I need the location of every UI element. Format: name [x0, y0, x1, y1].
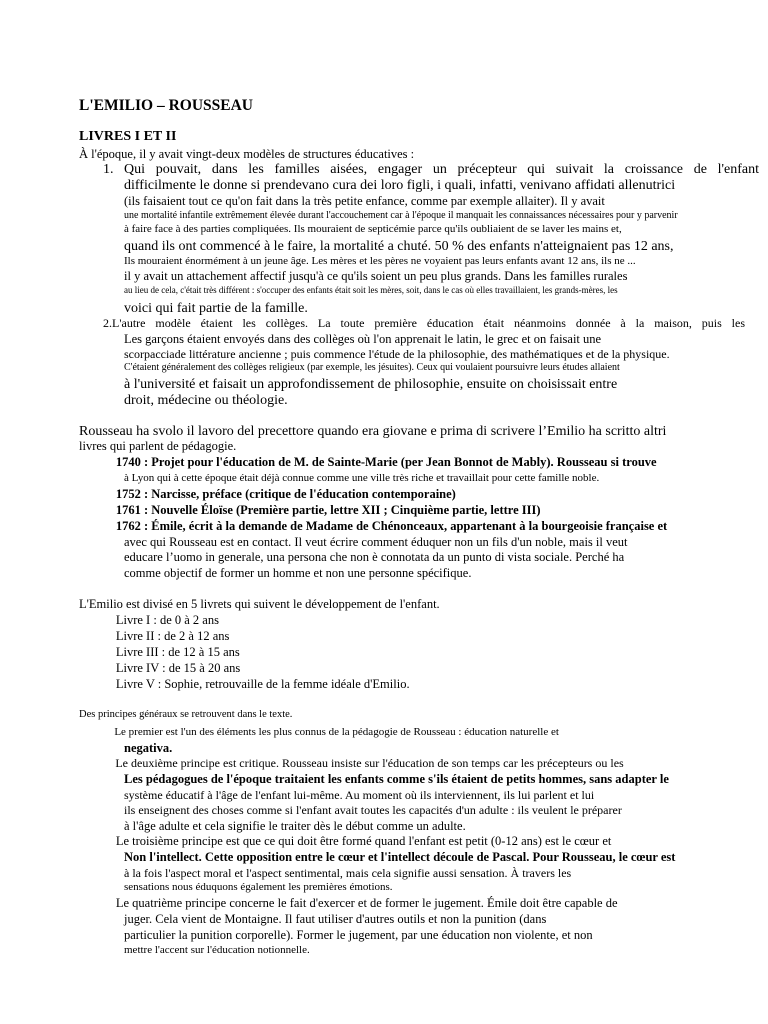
document-title: L'EMILIO – ROUSSEAU	[79, 97, 253, 114]
item-2-line: droit, médecine ou théologie.	[124, 393, 288, 408]
principle-text: Le deuxième principe est critique. Rousseau insiste sur l'éducation de son temps car les précepteurs ou les	[103, 756, 612, 770]
section-heading: LIVRES I ET II	[79, 129, 177, 144]
work-1762-continuation: educare l’uomo in generale, una persona che non è connotata da un punto di vista sociale. Perché ha	[124, 550, 625, 564]
bullet-icon	[103, 519, 113, 533]
item-2-line: à l'université et faisait un approfondissement de philosophie, ensuite on choisissait entre	[124, 377, 618, 392]
bullet-icon	[103, 503, 113, 517]
rousseau-paragraph-line: Rousseau ha svolo il lavoro del precettore quando era giovane e prima di scrivere l’Emilio ha scritto altri	[79, 424, 667, 439]
work-1761	[103, 504, 541, 517]
principle-2-continuation: ils enseignent des choses comme si l'enfant avait toutes les capacités d'un adulte : ils veulent le préparer	[124, 803, 622, 817]
principle-2-continuation: Les pédagogues de l'époque traitaient les enfants comme s'ils étaient de petits hommes, sans adapter le	[124, 772, 669, 786]
principle-2-continuation: à l'âge adulte et cela signifie le traiter dès le début comme un adulte.	[124, 819, 466, 833]
bullet-icon	[103, 756, 112, 770]
bullet-icon	[103, 487, 113, 501]
livret-text: Livre I : de 0 à 2 ans	[103, 613, 207, 627]
bullet-icon	[103, 677, 113, 691]
item-2-line: C'étaient généralement des collèges religieux (par exemple, les jésuites). Ceux qui voulaient poursuivre leurs études allaient	[124, 362, 620, 373]
livret-item	[103, 646, 240, 659]
item-2-line: 2.L'autre modèle étaient les collèges. La toute première éducation était néanmoins donnée à la maison, puis les	[103, 316, 745, 330]
livret-item	[103, 614, 219, 627]
item-1-line: il y avait un attachement affectif jusqu'à ce qu'ils soient un peu plus grands. Dans les familles rurales	[124, 269, 628, 283]
rousseau-paragraph-line: livres qui parlent de pédagogie.	[79, 439, 237, 453]
livret-item	[103, 678, 410, 691]
principle-3-continuation: sensations nous éduquons également les premières émotions.	[124, 881, 393, 893]
item-1-line: à faire face à des parties compliquées. Ils mouraient de septicémie parce qu'ils oubliaient de se laver les mains et,	[124, 223, 622, 235]
principle-text: Le troisième principe est que ce qui doit être formé quand l'enfant est petit (0-12 ans) est le cœur et	[103, 834, 599, 848]
work-1762-text: 1762 : Émile, écrit à la demande de Madame de Chénonceaux, appartenant à la bourgeoisie française et	[103, 519, 655, 533]
principle-4	[103, 897, 618, 910]
principle-3-continuation: à la fois l'aspect moral et l'aspect sentimental, mais cela signifie aussi sensation. À travers les	[124, 866, 572, 880]
item-1-line: difficilmente le donne si prendevano cura dei loro figli, i quali, infatti, venivano affidati allenutrici	[124, 178, 676, 193]
bullet-icon	[103, 455, 113, 469]
principle-3	[103, 835, 611, 848]
livret-text: Livre II : de 2 à 12 ans	[103, 629, 217, 643]
bullet-icon	[103, 726, 112, 738]
work-1762-continuation: comme objectif de former un homme et non une personne spécifique.	[124, 566, 472, 580]
livret-item	[103, 662, 240, 675]
item-1-line: une mortalité infantile extrêmement élevée durant l'accouchement car à l'époque il manquait les connaissances nécessaires pour y parvenir	[124, 210, 678, 221]
item-1-line: (ils faisaient tout ce qu'on fait dans la très petite enfance, comme par exemple allaiter). Il y avait	[124, 194, 605, 208]
intro-text: À l'époque, il y avait vingt-deux modèles de structures éducatives :	[79, 147, 415, 161]
principle-4-continuation: juger. Cela vient de Montaigne. Il faut utiliser d'autres outils et non la punition (dans	[124, 912, 547, 926]
livret-item	[103, 630, 229, 643]
item-1-line: Ils mouraient énormément à un jeune âge. Les mères et les pères ne voyaient pas leurs enfants avant 12 ans, ils ne ...	[124, 255, 636, 267]
livret-text: Livre IV : de 15 à 20 ans	[103, 661, 228, 675]
principle-4-continuation: mettre l'accent sur l'éducation notionnelle.	[124, 944, 310, 956]
item-1-line: au lieu de cela, c'était très différent : s'occuper des enfants était soit les mères, soit, dans le cas où elles travaillaient, les grands-mères, les	[124, 285, 618, 295]
work-1761-text: 1761 : Nouvelle Éloïse (Première partie, lettre XII ; Cinquième partie, lettre III)	[103, 503, 528, 517]
item-2-line: Les garçons étaient envoyés dans des collèges où l'on apprenait le latin, le grec et on faisait une	[124, 332, 602, 346]
principle-text: Le quatrième principe concerne le fait d'exercer et de former le jugement. Émile doit être capable de	[103, 896, 605, 910]
principle-3-continuation: Non l'intellect. Cette opposition entre le cœur et l'intellect découle de Pascal. Pour Rousseau, le cœur est	[124, 850, 676, 864]
livrets-intro: L'Emilio est divisé en 5 livrets qui suivent le développement de l'enfant.	[79, 597, 440, 611]
principle-2	[103, 757, 624, 769]
item-2-line: scorpacciade littérature ancienne ; puis commence l'étude de la philosophie, des mathématiques et de la physique.	[124, 347, 670, 361]
livret-text: Livre V : Sophie, retrouvaille de la femme idéale d'Emilio.	[103, 677, 397, 691]
principle-2-continuation: système éducatif à l'âge de l'enfant lui-même. Au moment où ils interviennent, ils lui parlent et lui	[124, 788, 595, 802]
principes-intro: Des principes généraux se retrouvent dans le texte.	[79, 709, 293, 720]
bullet-icon	[103, 896, 113, 910]
principle-1	[103, 727, 559, 738]
principle-4-continuation: particulier la punition corporelle). Former le jugement, par une éducation non violente, et non	[124, 928, 593, 942]
work-1752	[103, 488, 456, 501]
item-1-line: Qui pouvait, dans les familles aisées, engager un précepteur qui suivait la croissance de l'enfant	[124, 162, 759, 177]
work-1740-continuation: à Lyon qui à cette époque était déjà connue comme une ville très riche et travaillait pour cette famille noble.	[124, 472, 600, 484]
work-1762-continuation: avec qui Rousseau est en contact. Il veut écrire comment éduquer non un fils d'un noble, mais il veut	[124, 535, 628, 549]
item-1-line: voici qui fait partie de la famille.	[124, 301, 308, 316]
work-1740	[103, 456, 657, 469]
work-1762	[103, 520, 667, 533]
item-1-number: 1.	[103, 162, 114, 177]
bullet-icon	[103, 629, 113, 643]
livret-text: Livre III : de 12 à 15 ans	[103, 645, 227, 659]
bullet-icon	[103, 834, 113, 848]
work-1740-text: 1740 : Projet pour l'éducation de M. de Sainte-Marie (per Jean Bonnot de Mably). Rousseau si trouve	[103, 455, 644, 469]
item-1-line: quand ils ont commencé à le faire, la mortalité a chuté. 50 % des enfants n'atteignaient pas 12 ans,	[124, 239, 674, 254]
bullet-icon	[103, 645, 113, 659]
bullet-icon	[103, 661, 113, 675]
principle-text: Le premier est l'un des éléments les plus connus de la pédagogie de Rousseau : éducation naturelle et	[103, 726, 548, 738]
principle-1-continuation: negativa.	[124, 741, 173, 755]
work-1752-text: 1752 : Narcisse, préface (critique de l'éducation contemporaine)	[103, 487, 443, 501]
bullet-icon	[103, 613, 113, 627]
